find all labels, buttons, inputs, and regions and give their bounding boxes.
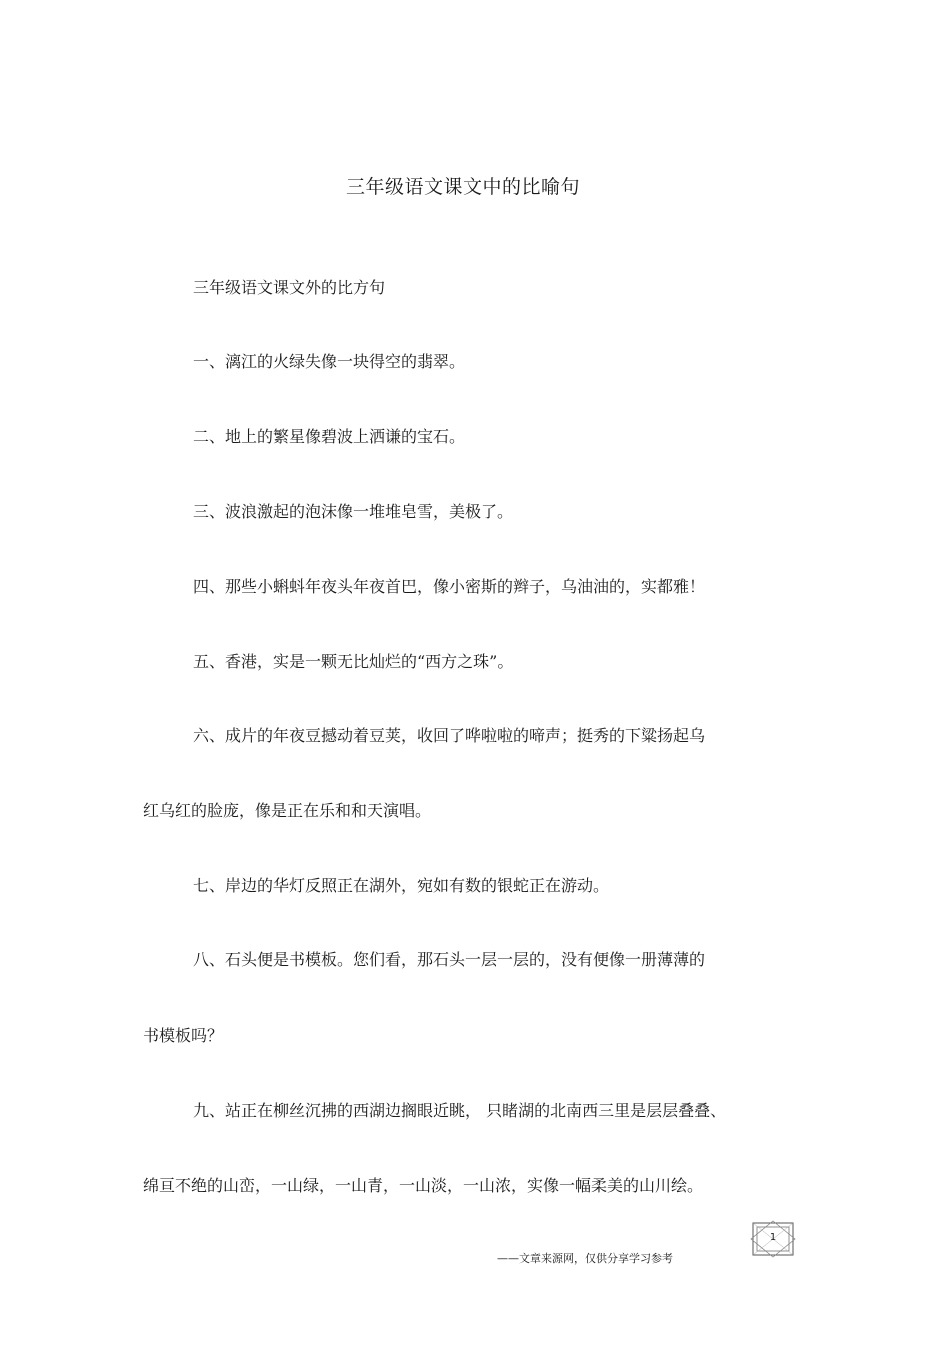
list-item-continuation: 红乌红的脸庞，像是正在乐和和天演唱。 [143, 801, 432, 820]
list-item: 九、站正在柳丝沉拂的西湖边搁眼近眺， 只睹湖的北南西三里是层层叠叠、 [193, 1101, 727, 1120]
list-item: 六、成片的年夜豆撼动着豆荚，收回了哗啦啦的啼声；挺秀的下粱扬起乌 [193, 726, 706, 745]
page-badge [750, 1220, 796, 1258]
page-title: 三年级语文课文中的比喻句 [345, 176, 580, 198]
subtitle: 三年级语文课文外的比方句 [193, 278, 386, 297]
list-item: 三、波浪激起的泡沫像一堆堆皂雪，美极了。 [193, 502, 514, 521]
page-number: 1 [769, 1232, 777, 1243]
list-item: 一、漓江的火绿失像一块得空的翡翠。 [193, 352, 466, 371]
list-item: 四、那些小蝌蚪年夜头年夜首巴，像小密斯的辫子，乌油油的，实都雅！ [193, 577, 706, 596]
list-item-continuation: 绵亘不绝的山峦，一山绿，一山青，一山淡，一山浓，实像一幅柔美的山川绘。 [143, 1176, 704, 1195]
list-item: 七、岸边的华灯反照正在湖外，宛如有数的银蛇正在游动。 [193, 876, 610, 895]
footer-source-note: ——文章来源网，仅供分享学习参考 [497, 1252, 673, 1265]
list-item-continuation: 书模板吗？ [143, 1026, 224, 1045]
list-item: 八、石头便是书模板。您们看，那石头一层一层的，没有便像一册薄薄的 [193, 950, 706, 969]
list-item: 二、地上的繁星像碧波上洒谦的宝石。 [193, 427, 466, 446]
list-item: 五、香港，实是一颗无比灿烂的“西方之珠”。 [193, 652, 514, 671]
